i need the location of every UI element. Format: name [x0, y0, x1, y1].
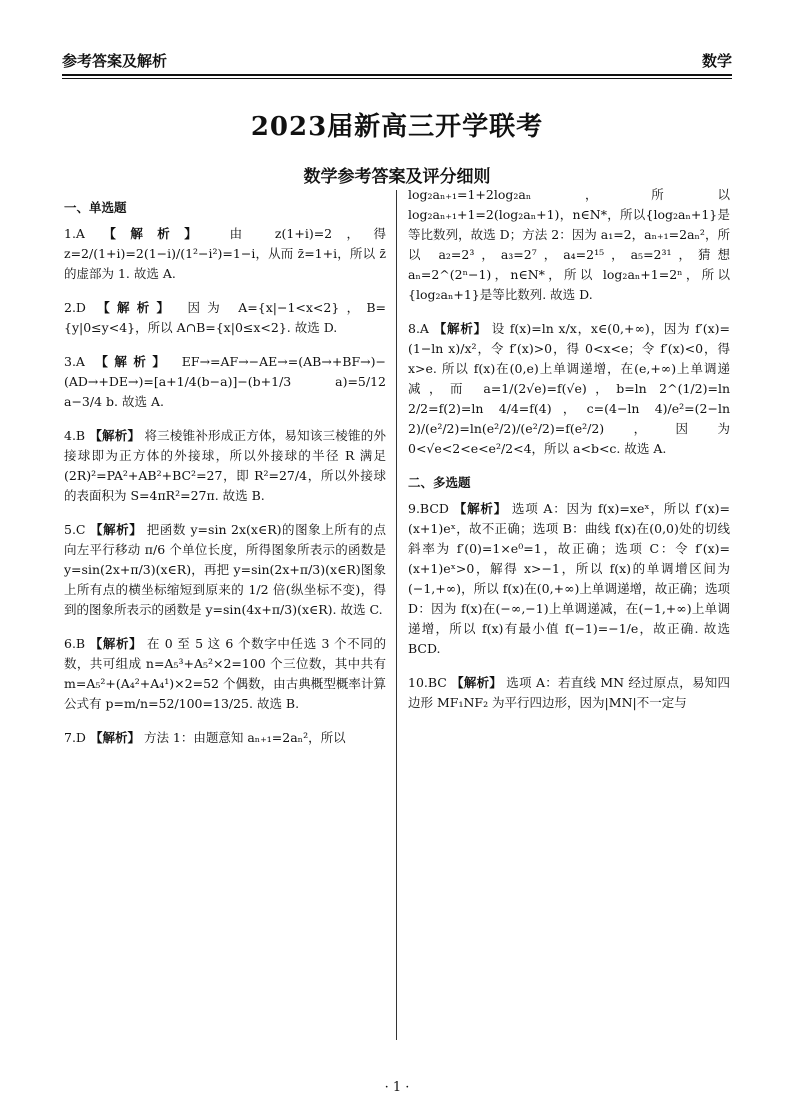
answer-text: log₂aₙ₊₁=1+2log₂aₙ，所以 log₂aₙ₊₁+1=2(log₂aₙ+1)，n∈N*，所以{log₂aₙ+1}是等比数列，故选 D；方法 2：因为 a₁=2，aₙ₊₁=2aₙ²，所以 a₂=2³，a₃=2⁷，a₄=2¹⁵，a₅=2³¹，猜想 aₙ=2^(2ⁿ−1)，n∈N*，所以 log₂aₙ+1=2ⁿ，所以{log₂aₙ+1}是等比数列. 故选 D. [408, 187, 730, 302]
analysis-tag: 【解析】 [433, 321, 487, 336]
answer-text: 在 0 至 5 这 6 个数字中任选 3 个不同的数，共可组成 n=A₅³+A₅²×2=100 个三位数，其中共有 m=A₅²+(A₄²+A₄¹)×2=52 个偶数，由古典概型概率计算公式有 p=m/n=52/100=13/25. 故选 B. [64, 636, 386, 711]
answer-item [408, 673, 730, 713]
header-rule-thick [62, 74, 732, 76]
answer-text: 将三棱锥补形成正方体，易知该三棱锥的外接球即为正方体的外接球，所以外接球的半径 R 满足(2R)²=PA²+AB²+BC²=27，即 R²=27/4，所以外接球的表面积为 S=4πR²=27π. 故选 B. [64, 428, 386, 503]
answer-item [64, 426, 386, 506]
answer-number: 10.BC [408, 675, 447, 690]
answer-text: 因为 A={x|−1<x<2}，B={y|0≤y<4}，所以 A∩B={x|0≤x<2}. 故选 D. [64, 300, 386, 335]
document-subtitle: 数学参考答案及评分细则 [303, 167, 491, 187]
answer-number: 8.A [408, 321, 429, 336]
answer-text: 设 f(x)=ln x/x，x∈(0,+∞)，因为 f′(x)=(1−ln x)/x²，令 f′(x)>0，得 0<x<e；令 f′(x)<0，得 x>e. 所以 f(x)在(0,e)上单调递增，在(e,+∞)上单调递减，而 a=1/(2√e)=f(√e)，b=ln 2^(1/2)=ln 2/2=f(2)=ln 4/4=f(4)，c=(4−ln 4)/e²=(2−ln 2)/(e²/2)=ln(e²/2)/(e²/2)=f(e²/2)，因为 0<√e<2<e<e²/2<4，所以 a<b<c. 故选 A. [408, 321, 730, 456]
answer-number: 1.A [64, 226, 85, 241]
answer-text: 由 z(1+i)=2，得 z=2/(1+i)=2(1−i)/(1²−i²)=1−i，从而 z̄=1+i，所以 z̄ 的虚部为 1. 故选 A. [64, 226, 386, 281]
header-left-label: 参考答案及解析 [62, 52, 168, 70]
left-column [64, 194, 386, 754]
document-title: 2023届新高三开学联考 [250, 112, 544, 142]
answer-number: 6.B [64, 636, 86, 651]
answer-item [64, 298, 386, 338]
analysis-tag: 【解析】 [89, 428, 141, 443]
page-number: · 1 · [384, 1080, 410, 1095]
answer-text: 选项 A：若直线 MN 经过原点，易知四边形 MF₁NF₂ 为平行四边形，因为|MN|不一定与 [408, 675, 730, 710]
answer-item [64, 352, 386, 412]
answer-text: EF→=AF→−AE→=(AB→+BF→)−(AD→+DE→)=[a+1/4(b−a)]−(b+1/3 a)=5/12 a−3/4 b. 故选 A. [64, 354, 386, 409]
right-column [408, 185, 730, 719]
analysis-tag: 【解析】 [95, 354, 172, 369]
section-heading-single-choice: 一、单选题 [64, 200, 127, 215]
analysis-tag: 【解析】 [103, 226, 212, 241]
answer-item [64, 224, 386, 284]
column-divider [396, 190, 397, 1040]
header-right-label: 数学 [701, 52, 732, 70]
analysis-tag: 【解析】 [453, 501, 508, 516]
analysis-tag: 【解析】 [90, 522, 143, 537]
answer-number: 4.B [64, 428, 86, 443]
answer-item [64, 728, 386, 748]
analysis-tag: 【解析】 [89, 730, 140, 745]
answer-text: 方法 1：由题意知 aₙ₊₁=2aₙ²，所以 [143, 730, 346, 745]
header-rule-thin [62, 78, 732, 79]
analysis-tag: 【解析】 [97, 300, 177, 315]
answer-item [64, 520, 386, 620]
answer-text: 选项 A：因为 f(x)=xeˣ，所以 f′(x)=(x+1)eˣ，故不正确；选项 B：曲线 f(x)在(0,0)处的切线斜率为 f′(0)=1×e⁰=1，故正确；选项 C：令 f′(x)=(x+1)eˣ>0，解得 x>−1，所以 f(x)的单调增区间为(−1,+∞)，所以 f(x)在(0,+∞)上单调递增，故正确；选项 D：因为 f(x)在(−∞,−1)上单调递减，在(−1,+∞)上单调递增，所以 f(x)有最小值 f(−1)=−1/e，故正确. 故选 BCD. [408, 501, 730, 656]
analysis-tag: 【解析】 [451, 675, 503, 690]
answer-item [408, 319, 730, 459]
answer-number: 3.A [64, 354, 85, 369]
answer-item [64, 634, 386, 714]
answer-number: 2.D [64, 300, 86, 315]
analysis-tag: 【解析】 [89, 636, 143, 651]
answer-text: 把函数 y=sin 2x(x∈R)的图象上所有的点向左平行移动 π/6 个单位长度，所得图象所表示的函数是 y=sin(2x+π/3)(x∈R)，再把 y=sin(2x+π/3)(x∈R)图象上所有点的横坐标缩短到原来的 1/2 倍(纵坐标不变)，得到的图象所表示的函数是 y=sin(4x+π/3)(x∈R). 故选 C. [64, 522, 386, 617]
answer-number: 7.D [64, 730, 86, 745]
answer-item [408, 499, 730, 659]
page-header [62, 50, 732, 72]
section-heading-multi-choice: 二、多选题 [408, 475, 471, 490]
answer-number: 9.BCD [408, 501, 449, 516]
answer-number: 5.C [64, 522, 86, 537]
answer-item-continued [408, 185, 730, 305]
